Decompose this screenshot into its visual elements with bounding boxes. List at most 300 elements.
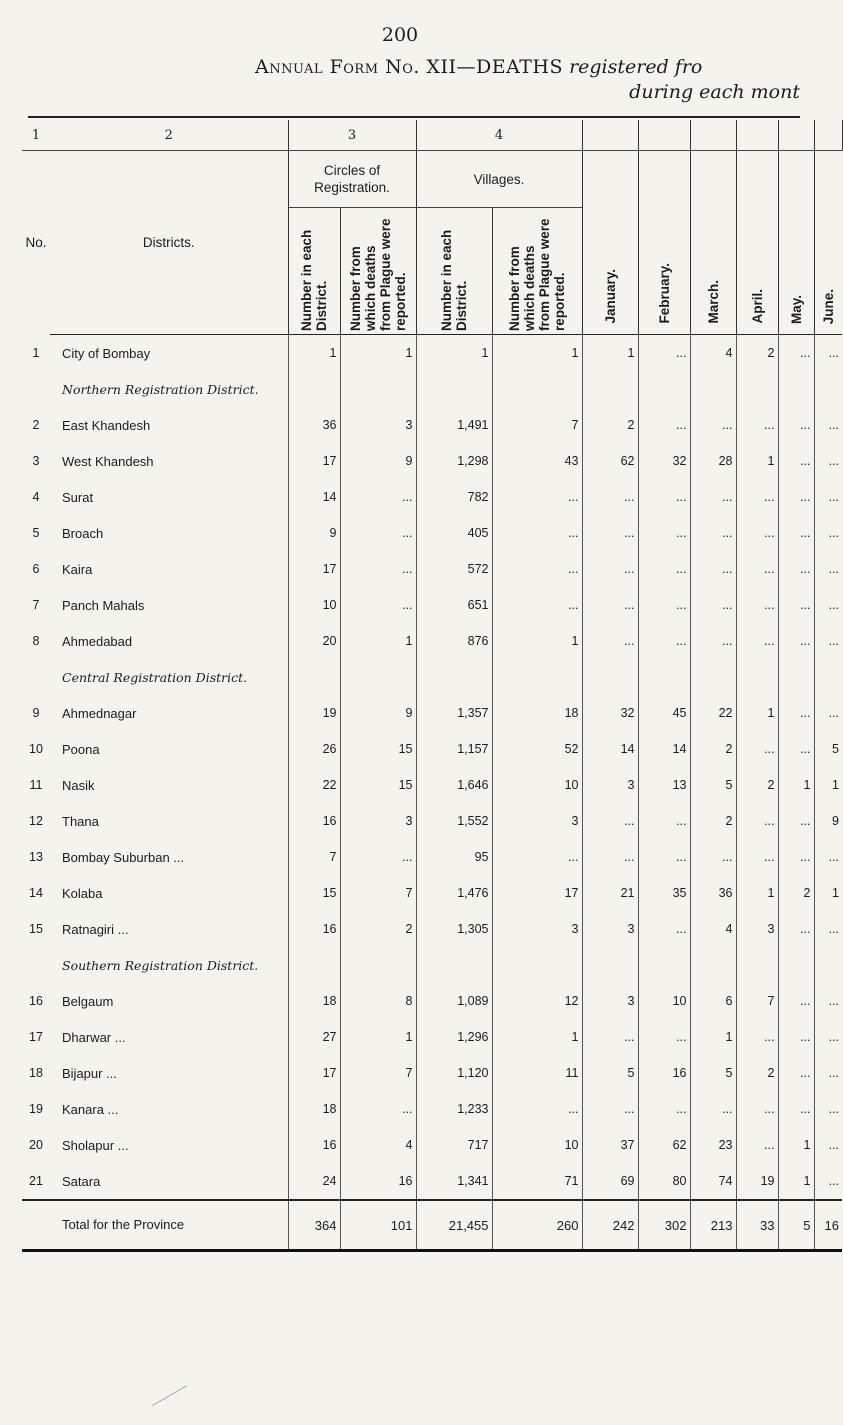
month-header-january [582,151,638,335]
month-cell: ... [828,598,839,612]
month-cell: ... [582,803,638,839]
table-row [22,1163,842,1200]
villages-number-cell: 1,552 [416,803,492,839]
circles-plague-cell: 2 [340,911,416,947]
month-cell: 13 [638,767,690,803]
villages-number-cell: 1,305 [416,911,492,947]
table-row [22,983,842,1019]
row-number: 14 [29,886,43,900]
circles-number-cell: 14 [288,479,340,515]
month-cell: 1 [736,875,778,911]
month-cell: ... [828,706,839,720]
villages-number-cell: 405 [416,515,492,551]
month-cell: ... [828,1174,839,1188]
villages-plague-cell: 17 [492,875,582,911]
month-cell: 4 [690,335,736,372]
month-cell: 9 [832,814,839,828]
empty-cell [690,659,736,695]
district-name: Dharwar ... [50,1019,288,1055]
month-cell: ... [638,839,690,875]
month-cell: 74 [690,1163,736,1200]
empty-cell [582,371,638,407]
colnum-7 [690,120,736,151]
circles-number-cell: 17 [288,1055,340,1091]
no-header: No. [25,235,47,251]
circles-number-cell: 15 [288,875,340,911]
month-cell: 5 [582,1055,638,1091]
villages-plague-header [492,208,582,335]
circles-plague-cell: ... [340,551,416,587]
circles-plague-cell: 3 [340,803,416,839]
month-cell: 2 [690,731,736,767]
month-cell: ... [778,551,814,587]
district-name: Ahmednagar [50,695,288,731]
month-cell: 3 [582,983,638,1019]
month-label-april: April. [749,289,765,324]
month-cell: 1 [582,335,638,372]
total-v-plague-cell: 260 [492,1200,582,1251]
circles-plague-cell: 9 [340,695,416,731]
month-cell: ... [736,731,778,767]
month-cell: ... [638,515,690,551]
month-cell: 2 [736,335,778,372]
month-cell: ... [638,551,690,587]
circles-number-cell: 17 [288,443,340,479]
month-cell: ... [828,454,839,468]
row-number: 15 [29,922,43,936]
month-cell: 19 [736,1163,778,1200]
row-number: 21 [29,1174,43,1188]
circles-plague-label: Number from which deaths from Plague were reported. [348,218,408,331]
column-number-row [22,120,842,151]
district-name: Panch Mahals [50,587,288,623]
month-cell: ... [690,515,736,551]
villages-plague-cell: 52 [492,731,582,767]
empty-cell [492,659,582,695]
month-cell: ... [828,634,839,648]
month-cell: ... [828,1102,839,1116]
page-number: 200 [381,24,419,46]
month-cell: ... [778,731,814,767]
villages-plague-cell: ... [492,515,582,551]
month-cell: 6 [690,983,736,1019]
section-no-cell [22,947,50,983]
month-cell: 80 [638,1163,690,1200]
circles-number-cell: 17 [288,551,340,587]
month-cell: 5 [832,742,839,756]
row-number: 1 [32,345,40,360]
section-no-cell [22,371,50,407]
villages-number-cell: 1,298 [416,443,492,479]
month-cell: ... [582,1019,638,1055]
villages-plague-cell: 10 [492,767,582,803]
section-title: Central Registration District. [50,659,288,695]
month-cell: ... [690,407,736,443]
colnum-4: 4 [416,120,582,151]
row-number: 18 [29,1066,43,1080]
villages-plague-cell: 1 [492,1019,582,1055]
month-cell: 14 [638,731,690,767]
circles-number-cell: 10 [288,587,340,623]
month-cell: ... [828,994,839,1008]
month-cell: ... [690,839,736,875]
month-cell: ... [638,1091,690,1127]
villages-plague-cell: 12 [492,983,582,1019]
colnum-8 [736,120,778,151]
month-cell: 1 [690,1019,736,1055]
month-cell: ... [828,346,839,360]
month-cell: 62 [638,1127,690,1163]
table-row [22,479,842,515]
month-cell: ... [638,335,690,372]
month-cell: 4 [690,911,736,947]
month-cell: 1 [778,1163,814,1200]
district-name: Poona [50,731,288,767]
table-row [22,875,842,911]
month-cell: ... [778,443,814,479]
month-cell: ... [582,479,638,515]
section-no-cell [22,659,50,695]
villages-plague-cell: ... [492,479,582,515]
page-mark [152,1385,188,1407]
district-name: Bijapur ... [50,1055,288,1091]
table-row [22,623,842,659]
circles-number-cell: 19 [288,695,340,731]
month-cell: ... [582,515,638,551]
empty-cell [492,371,582,407]
month-cell: ... [778,839,814,875]
month-label-february: February. [656,263,672,324]
district-name: Bombay Suburban ... [50,839,288,875]
month-label-march: March. [705,280,721,324]
circles-plague-cell: 7 [340,875,416,911]
villages-number-cell: 1,491 [416,407,492,443]
month-cell: 10 [638,983,690,1019]
month-cell: ... [828,1066,839,1080]
villages-plague-cell: 3 [492,803,582,839]
table-row [22,695,842,731]
total-row [22,1200,842,1251]
month-header-may [778,151,814,335]
empty-cell [416,947,492,983]
district-name: Ahmedabad [50,623,288,659]
villages-number-cell: 1,120 [416,1055,492,1091]
month-cell: ... [736,587,778,623]
circles-plague-cell: ... [340,587,416,623]
month-label-june: June. [820,288,836,324]
villages-plague-cell: 71 [492,1163,582,1200]
total-month-cell: 5 [778,1200,814,1251]
month-cell: ... [778,407,814,443]
total-v-num-cell: 21,455 [416,1200,492,1251]
circles-header: Circles of Registration. [288,151,416,208]
section-row [22,371,842,407]
circles-plague-cell: ... [340,479,416,515]
villages-plague-label: Number from which deaths from Plague were reported. [507,218,567,331]
total-month-cell: 242 [582,1200,638,1251]
month-cell: ... [778,983,814,1019]
month-cell: ... [778,803,814,839]
month-cell: ... [778,1055,814,1091]
district-name: Kanara ... [50,1091,288,1127]
month-cell: 2 [736,767,778,803]
month-label-january: January. [602,269,618,324]
villages-number-cell: 1,089 [416,983,492,1019]
month-cell: ... [582,839,638,875]
month-cell: 1 [832,778,839,792]
colnum-9 [778,120,814,151]
month-cell: ... [778,1091,814,1127]
month-cell: ... [778,587,814,623]
month-cell: ... [828,490,839,504]
month-cell: ... [638,587,690,623]
villages-number-cell: 1,357 [416,695,492,731]
villages-number-cell: 1,233 [416,1091,492,1127]
month-cell: 32 [582,695,638,731]
district-name: East Khandesh [50,407,288,443]
row-number: 13 [29,850,43,864]
villages-number-cell: 876 [416,623,492,659]
month-cell: ... [778,479,814,515]
row-number: 4 [32,490,40,504]
empty-cell [340,659,416,695]
district-name: Belgaum [50,983,288,1019]
circles-plague-cell: ... [340,515,416,551]
form-heading [255,56,800,78]
circles-number-cell: 26 [288,731,340,767]
row-number: 10 [29,742,43,756]
row-number: 7 [32,598,40,612]
empty-cell [814,371,842,407]
villages-number-cell: 651 [416,587,492,623]
month-cell: ... [828,562,839,576]
month-cell: ... [582,1091,638,1127]
villages-number-cell: 95 [416,839,492,875]
villages-plague-cell: 11 [492,1055,582,1091]
month-cell: 2 [690,803,736,839]
total-month-cell: 16 [814,1200,842,1251]
month-cell: 32 [638,443,690,479]
table-row [22,1055,842,1091]
villages-plague-cell: 1 [492,335,582,372]
villages-plague-cell: 7 [492,407,582,443]
month-cell: ... [736,1127,778,1163]
villages-plague-cell: ... [492,551,582,587]
empty-cell [638,659,690,695]
table-row [22,911,842,947]
villages-plague-cell: 10 [492,1127,582,1163]
empty-cell [778,659,814,695]
circles-plague-cell: 7 [340,1055,416,1091]
circles-number-cell: 16 [288,1127,340,1163]
month-cell: 45 [638,695,690,731]
month-cell: ... [638,407,690,443]
month-cell: 23 [690,1127,736,1163]
villages-number-label: Number in each District. [439,229,469,331]
row-number: 19 [29,1102,43,1116]
circles-number-cell: 16 [288,803,340,839]
month-cell: ... [778,335,814,372]
villages-plague-cell: 1 [492,623,582,659]
group-header-row [22,151,842,208]
total-month-cell: 33 [736,1200,778,1251]
table-row [22,443,842,479]
total-no-cell [22,1200,50,1251]
colnum-3: 3 [288,120,416,151]
empty-cell [638,371,690,407]
villages-plague-cell: ... [492,587,582,623]
section-title: Northern Registration District. [50,371,288,407]
empty-cell [736,371,778,407]
circles-number-cell: 9 [288,515,340,551]
empty-cell [736,659,778,695]
month-cell: 7 [736,983,778,1019]
month-cell: ... [736,479,778,515]
month-cell: ... [736,839,778,875]
month-cell: ... [828,922,839,936]
empty-cell [416,371,492,407]
month-cell: 1 [832,886,839,900]
circles-plague-cell: 15 [340,767,416,803]
villages-plague-cell: ... [492,839,582,875]
month-header-march [690,151,736,335]
total-c-num-cell: 364 [288,1200,340,1251]
circles-number-cell: 1 [288,335,340,372]
circles-number-cell: 22 [288,767,340,803]
month-cell: ... [736,623,778,659]
circles-plague-cell: 16 [340,1163,416,1200]
table-row [22,1019,842,1055]
empty-cell [288,659,340,695]
circles-plague-cell: 1 [340,623,416,659]
form-heading-italic: registered fro [569,56,703,78]
circles-number-cell: 36 [288,407,340,443]
villages-plague-cell: 3 [492,911,582,947]
villages-number-cell: 1,476 [416,875,492,911]
month-cell: ... [778,1019,814,1055]
month-cell: 1 [778,767,814,803]
month-cell: 14 [582,731,638,767]
colnum-2: 2 [50,120,288,151]
row-number: 9 [32,706,40,720]
circles-plague-cell: ... [340,839,416,875]
month-cell: ... [638,803,690,839]
villages-number-cell: 1,341 [416,1163,492,1200]
circles-number-header [288,208,340,335]
empty-cell [778,947,814,983]
empty-cell [814,659,842,695]
month-header-april [736,151,778,335]
villages-plague-cell: 43 [492,443,582,479]
colnum-6 [638,120,690,151]
month-cell: 5 [690,1055,736,1091]
empty-cell [778,371,814,407]
district-name: Kaira [50,551,288,587]
month-cell: ... [778,623,814,659]
circles-plague-cell: 3 [340,407,416,443]
circles-plague-cell: 1 [340,1019,416,1055]
empty-cell [582,659,638,695]
district-name: West Khandesh [50,443,288,479]
empty-cell [416,659,492,695]
table-row [22,731,842,767]
circles-number-cell: 20 [288,623,340,659]
month-header-june [814,151,842,335]
month-cell: ... [828,526,839,540]
villages-number-cell: 782 [416,479,492,515]
month-header-february [638,151,690,335]
month-cell: 21 [582,875,638,911]
table-row [22,515,842,551]
districts-header: Districts. [50,151,288,335]
total-label: Total for the Province [50,1200,288,1251]
table-body [22,335,842,1251]
row-number: 11 [29,778,43,792]
month-label-may: May. [788,294,804,324]
empty-cell [288,371,340,407]
month-cell: 36 [690,875,736,911]
circles-plague-cell: 8 [340,983,416,1019]
row-number: 17 [29,1030,43,1044]
district-name: City of Bombay [50,335,288,372]
month-cell: 2 [582,407,638,443]
villages-number-cell: 572 [416,551,492,587]
month-cell: ... [736,515,778,551]
month-cell: ... [778,695,814,731]
month-cell: 2 [778,875,814,911]
month-cell: ... [778,911,814,947]
row-number: 3 [32,454,40,468]
row-number: 6 [32,562,40,576]
empty-cell [814,947,842,983]
circles-number-cell: 7 [288,839,340,875]
month-cell: ... [582,623,638,659]
table-row [22,803,842,839]
table-row [22,767,842,803]
district-name: Nasik [50,767,288,803]
month-cell: ... [736,407,778,443]
villages-number-cell: 717 [416,1127,492,1163]
table-row [22,1091,842,1127]
empty-cell [690,371,736,407]
deaths-table [22,120,843,1252]
district-name: Surat [50,479,288,515]
row-number: 16 [29,994,43,1008]
month-cell: 2 [736,1055,778,1091]
circles-plague-cell: ... [340,1091,416,1127]
month-cell: 69 [582,1163,638,1200]
circles-plague-cell: 4 [340,1127,416,1163]
table-row [22,551,842,587]
row-number: 20 [29,1138,43,1152]
district-name: Sholapur ... [50,1127,288,1163]
month-cell: 35 [638,875,690,911]
villages-plague-cell: 18 [492,695,582,731]
district-name: Ratnagiri ... [50,911,288,947]
section-row [22,947,842,983]
villages-plague-cell: ... [492,1091,582,1127]
district-name: Broach [50,515,288,551]
month-cell: ... [828,418,839,432]
month-cell: ... [690,587,736,623]
circles-number-cell: 16 [288,911,340,947]
circles-plague-header [340,208,416,335]
month-cell: 28 [690,443,736,479]
month-cell: ... [828,1030,839,1044]
section-row [22,659,842,695]
table-row [22,407,842,443]
circles-number-cell: 27 [288,1019,340,1055]
